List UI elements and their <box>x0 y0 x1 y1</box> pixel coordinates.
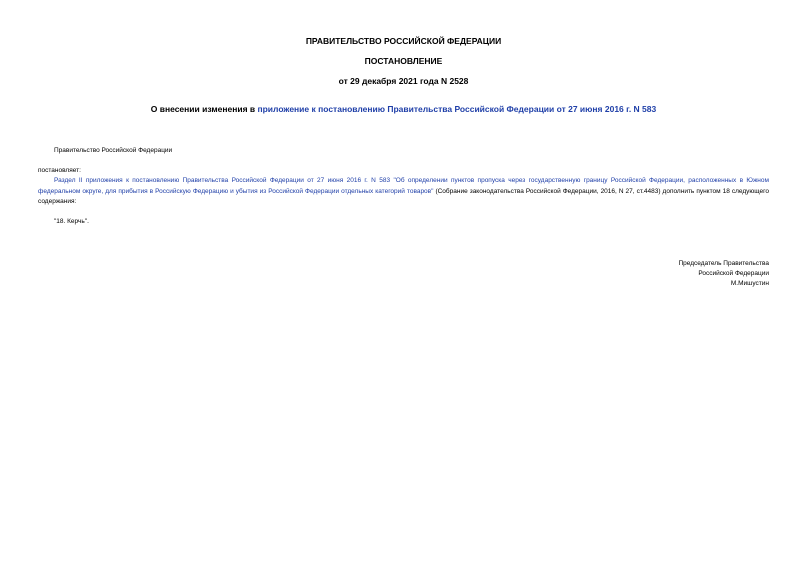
government-heading: ПРАВИТЕЛЬСТВО РОССИЙСКОЙ ФЕДЕРАЦИИ <box>305 36 502 46</box>
paragraph-amendment <box>38 176 769 208</box>
document-type-heading: ПОСТАНОВЛЕНИЕ <box>364 56 443 66</box>
amendment-link[interactable]: Раздел II приложения к постановлению Правительства Российской Федерации от 27 июня 2016 г. N 583 "Об определении пунктов пропуска через государственную границу Российской Федерации, расположенных в Южном федеральном округе, для прибытия в Российскую Федерацию и убытия из Российской Федерации отдельных категорий товаров" <box>38 177 769 195</box>
document-title <box>0 104 807 115</box>
document-date-number: от 29 декабря 2021 года N 2528 <box>338 76 469 86</box>
signature-name: М.Мишустин <box>730 280 769 287</box>
decree-verb: постановляет: <box>38 167 81 174</box>
amendment-rest: (Собрание законодательства Российской Федерации, 2016, N 27, ст.4483) дополнить пунктом 18 следующего содержания: <box>38 187 769 205</box>
paragraph-new-item: "18. Керчь". <box>54 218 89 225</box>
issuer-text: Правительство Российской Федерации <box>54 147 173 154</box>
signature-organization: Российской Федерации <box>698 270 769 277</box>
title-prefix: О внесении изменения в <box>150 104 258 114</box>
signature-position: Председатель Правительства <box>678 260 769 267</box>
title-link[interactable]: приложение к постановлению Правительства Российской Федерации от 27 июня 2016 г. N 583 <box>257 104 657 114</box>
